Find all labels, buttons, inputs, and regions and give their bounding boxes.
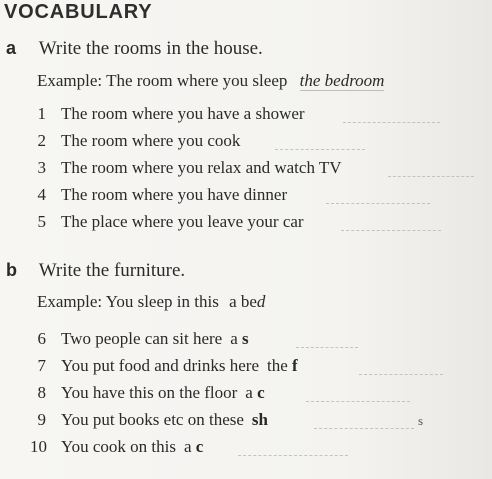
answer-blank-8[interactable]: [306, 401, 410, 402]
section-b-instruction: Write the furniture.: [38, 260, 186, 281]
item-text: The room where you relax and watch TV: [61, 158, 342, 177]
example-a-answer: the bedroom: [299, 71, 385, 90]
answer-blank-10[interactable]: [238, 455, 348, 456]
item-number: 5: [37, 212, 46, 231]
hint-letters: c: [195, 437, 204, 456]
item-hint: [184, 437, 203, 456]
item-text: [61, 329, 249, 349]
example-b-answer-written: d: [256, 292, 266, 311]
hint-letters: c: [257, 383, 265, 402]
item-text: [61, 356, 298, 376]
hint-letters: sh: [251, 410, 268, 429]
vocabulary-heading: VOCABULARY: [4, 1, 153, 23]
answer-blank-3[interactable]: [388, 176, 474, 177]
answer-blank-6[interactable]: [296, 347, 358, 348]
answer-blank-9[interactable]: [314, 428, 414, 429]
hint-article: a: [230, 329, 238, 348]
item-number: 3: [37, 158, 46, 177]
item-text-body: Two people can sit here: [61, 329, 223, 348]
example-b-answer: [229, 292, 265, 311]
example-a-prompt: Example: The room where you sleep: [37, 71, 288, 90]
section-b-example: [37, 292, 265, 312]
item-text-body: You have this on the floor: [61, 383, 238, 402]
section-a-instruction: Write the rooms in the house.: [38, 38, 263, 59]
item-number: 9: [37, 410, 46, 429]
item-text: The room where you cook: [61, 131, 241, 150]
section-a-example: [37, 71, 384, 91]
example-b-prompt: Example: You sleep in this: [37, 292, 219, 311]
section-a-header: [6, 37, 263, 60]
hint-letters: s: [242, 329, 249, 348]
item-text-body: You put food and drinks here: [61, 356, 260, 375]
list-item-9: [0, 410, 492, 434]
hint-article: a: [183, 437, 192, 456]
list-item-5: [0, 212, 492, 236]
item-number: 6: [37, 329, 46, 348]
item-hint: [252, 410, 268, 429]
list-item-2: [0, 131, 492, 155]
item-hint: [245, 383, 264, 402]
item-text: [61, 410, 268, 430]
list-item-6: [0, 329, 492, 353]
list-item-4: [0, 185, 492, 209]
section-b-letter: b: [6, 260, 17, 280]
hint-article: the: [267, 356, 288, 375]
section-b-header: [6, 259, 185, 282]
item-text: [61, 437, 203, 457]
example-b-answer-prefix: a be: [229, 292, 257, 311]
answer-blank-7[interactable]: [359, 374, 443, 375]
item-text: The room where you have dinner: [61, 185, 288, 204]
item-text-body: You put books etc on these: [61, 410, 244, 429]
end-letter-hint: s: [418, 413, 424, 428]
section-a-letter: a: [6, 38, 17, 58]
item-number: 8: [37, 383, 46, 402]
list-item-8: [0, 383, 492, 407]
item-number: 1: [37, 104, 46, 123]
item-text: The place where you leave your car: [61, 212, 304, 231]
answer-blank-2[interactable]: [275, 149, 365, 150]
item-text: [61, 383, 265, 403]
list-item-3: [0, 158, 492, 182]
answer-blank-1[interactable]: [343, 122, 440, 123]
item-number: 2: [37, 131, 46, 150]
list-item-7: [0, 356, 492, 380]
item-text-body: You cook on this: [61, 437, 176, 456]
list-item-1: [0, 104, 492, 128]
hint-article: a: [245, 383, 253, 402]
item-hint: [267, 356, 298, 375]
hint-letters: f: [292, 356, 298, 375]
item-hint: [230, 329, 248, 348]
list-item-10: [0, 437, 492, 461]
item-number: 4: [37, 185, 46, 204]
item-number: 7: [37, 356, 46, 375]
item-number: 10: [30, 437, 47, 456]
answer-blank-4[interactable]: [326, 203, 430, 204]
item-text: The room where you have a shower: [61, 104, 305, 123]
answer-blank-5[interactable]: [341, 230, 441, 231]
